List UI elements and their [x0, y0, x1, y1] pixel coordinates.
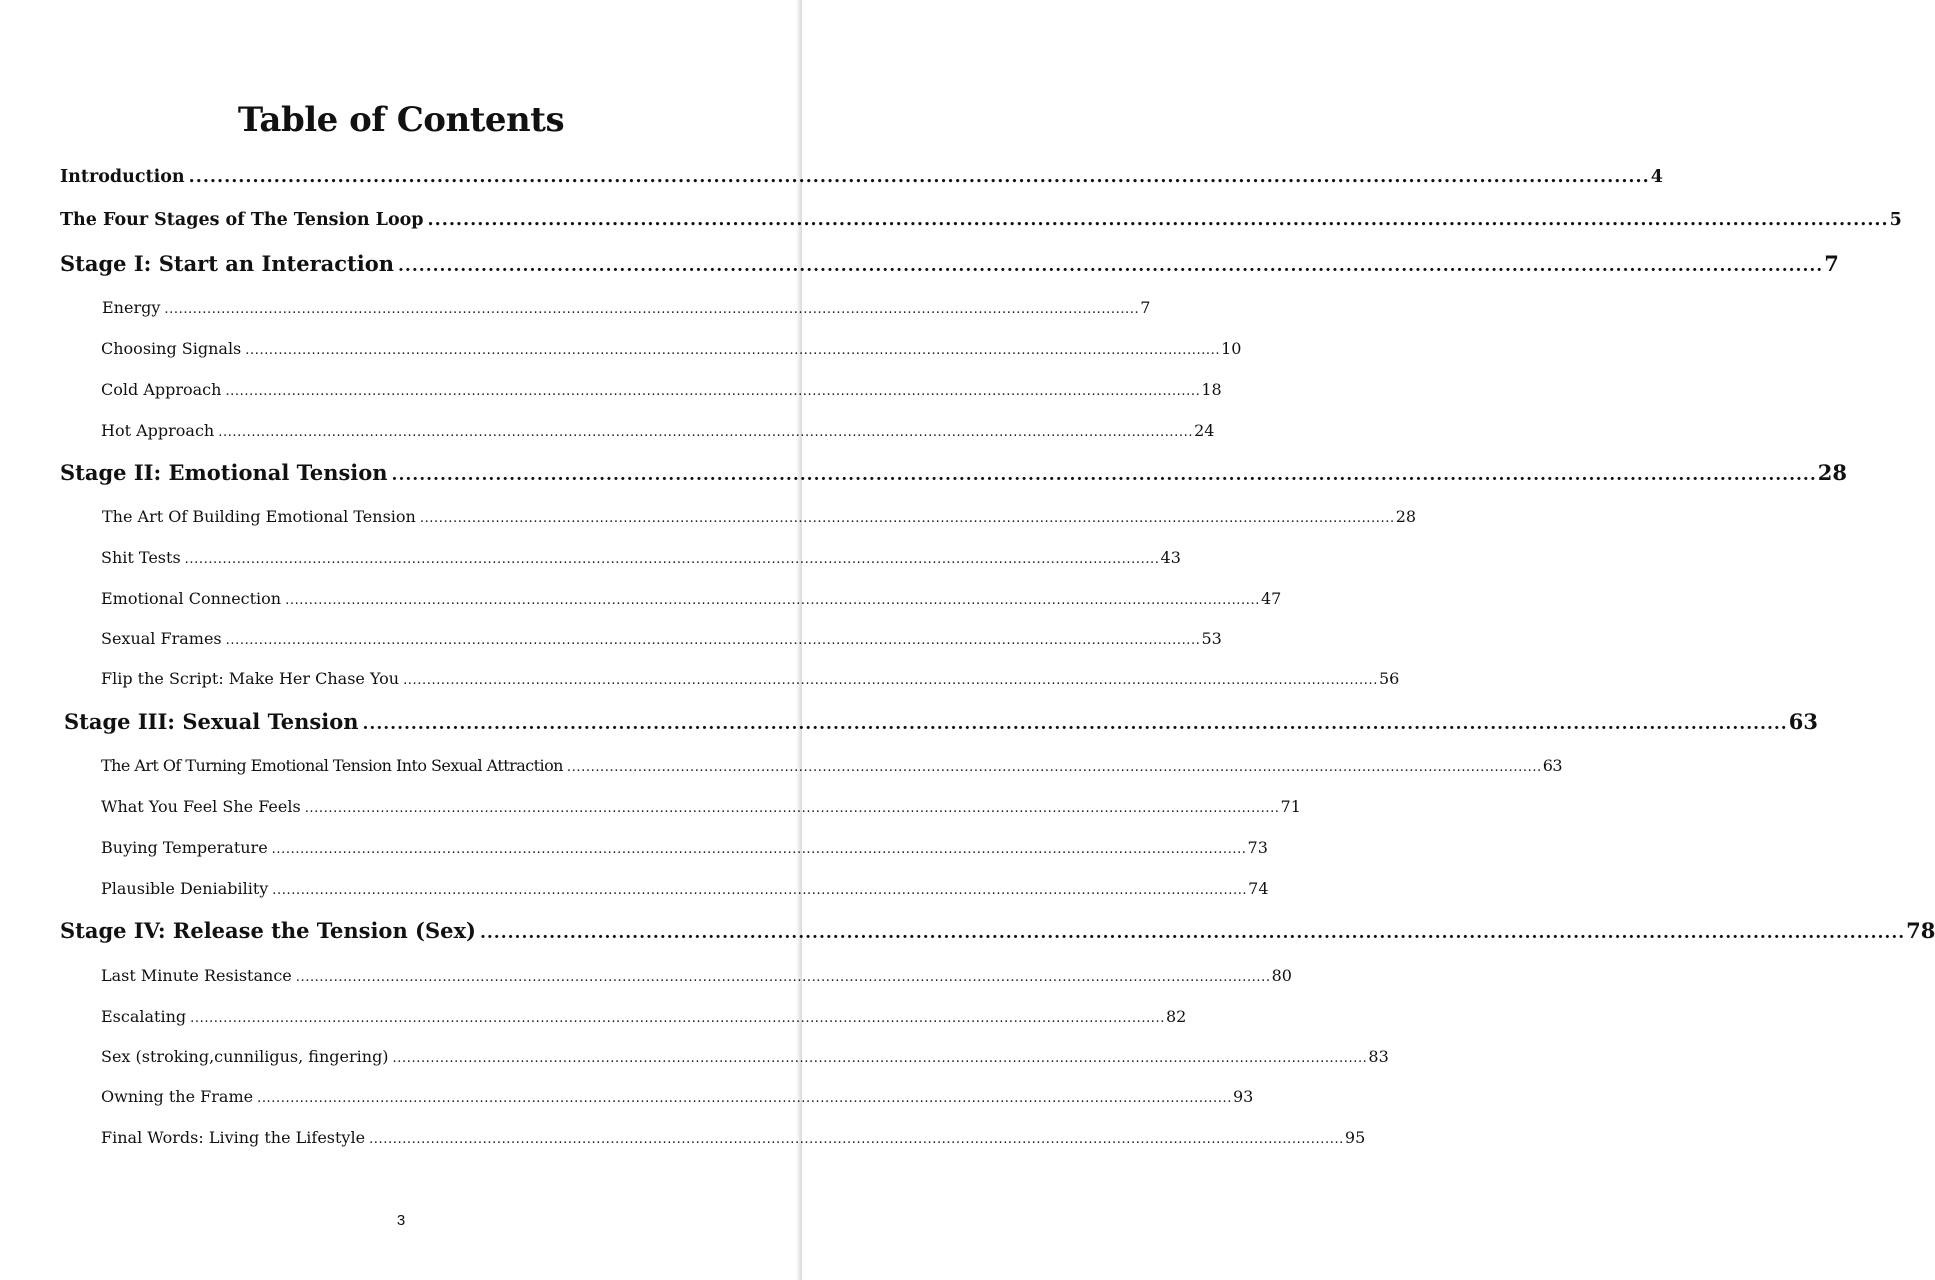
toc-entry-page: 24: [1194, 421, 1215, 440]
toc-entry-label: Owning the Frame: [101, 1087, 254, 1106]
toc-entry-page: 74: [1248, 879, 1269, 898]
toc-entry-hot-approach[interactable]: [101, 421, 1215, 440]
toc-entry-stage-2[interactable]: [60, 460, 1847, 485]
toc-entry-sexual-frames[interactable]: [101, 629, 1222, 648]
toc-entry-cold-approach[interactable]: [101, 380, 1222, 399]
toc-entry-label: Choosing Signals: [101, 339, 242, 358]
toc-entry-page: 10: [1221, 339, 1242, 358]
toc-entry-page: 71: [1280, 797, 1301, 816]
dot-leader: ..............................................................................................................................................................................................................: [225, 384, 1201, 399]
toc-entry-stage-4[interactable]: [60, 918, 1935, 943]
dot-leader: ..............................................................................................................................................................................................................: [398, 256, 1824, 276]
toc-entry-page: 43: [1160, 548, 1181, 567]
dot-leader: ..............................................................................................................................................................................................................: [369, 1132, 1344, 1147]
toc-entry-page: 95: [1344, 1128, 1366, 1147]
toc-entry-label: Stage IV: Release the Tension (Sex): [60, 918, 476, 943]
dot-leader: ..............................................................................................................................................................................................................: [245, 343, 1221, 358]
toc-entry-label: The Art Of Turning Emotional Tension Into Sexual Attraction: [101, 756, 563, 775]
toc-entry-page: 18: [1201, 380, 1222, 399]
toc-entry-page: 80: [1271, 966, 1292, 985]
dot-leader: ..............................................................................................................................................................................................................: [271, 842, 1247, 857]
toc-entry-label: Sex (stroking,cunniligus, fingering): [101, 1047, 389, 1066]
toc-entry-energy[interactable]: [102, 298, 1151, 317]
dot-leader: ..............................................................................................................................................................................................................: [295, 970, 1271, 985]
toc-entry-page: 83: [1368, 1047, 1389, 1066]
toc-entry-page: 53: [1201, 629, 1222, 648]
dot-leader: ..............................................................................................................................................................................................................: [304, 801, 1280, 816]
toc-entry-label: The Four Stages of The Tension Loop: [60, 210, 424, 230]
toc-entry-label: Buying Temperature: [101, 838, 268, 857]
toc-entry-label: Last Minute Resistance: [101, 966, 292, 985]
dot-leader: ..............................................................................................................................................................................................................: [403, 673, 1378, 688]
toc-entry-page: 63: [1542, 756, 1563, 775]
toc-entry-buying-temperature[interactable]: [101, 838, 1268, 857]
toc-entry-emotional-connection[interactable]: [101, 589, 1282, 608]
toc-entry-final-words[interactable]: [101, 1128, 1366, 1147]
toc-entry-label: Stage I: Start an Interaction: [60, 251, 395, 276]
dot-leader: ..............................................................................................................................................................................................................: [164, 302, 1140, 317]
dot-leader: ..............................................................................................................................................................................................................: [566, 760, 1542, 775]
toc-entry-building-emotional-tension[interactable]: [102, 507, 1417, 526]
toc-entry-page: 47: [1260, 589, 1282, 608]
toc-entry-label: Hot Approach: [101, 421, 215, 440]
dot-leader: ..............................................................................................................................................................................................................: [392, 1051, 1368, 1066]
toc-entry-page: 7: [1824, 251, 1839, 276]
toc-entry-label: Introduction: [60, 167, 185, 187]
dot-leader: ..............................................................................................................................................................................................................: [391, 465, 1817, 485]
toc-entry-page: 56: [1378, 669, 1400, 688]
toc-entry-label: Sexual Frames: [101, 629, 222, 648]
toc-entry-page: 28: [1395, 507, 1417, 526]
toc-entry-flip-the-script[interactable]: [101, 669, 1400, 688]
toc-entry-label: Stage II: Emotional Tension: [60, 460, 388, 485]
dot-leader: ..............................................................................................................................................................................................................: [218, 425, 1194, 440]
toc-entry-label: Shit Tests: [101, 548, 181, 567]
dot-leader: ..............................................................................................................................................................................................................: [479, 923, 1906, 943]
toc-entry-introduction[interactable]: [60, 167, 1663, 187]
toc-entry-label: Final Words: Living the Lifestyle: [101, 1128, 366, 1147]
page-number: 3: [396, 1212, 406, 1229]
toc-entry-page: 78: [1906, 918, 1935, 943]
toc-entry-page: 73: [1247, 838, 1268, 857]
dot-leader: ..............................................................................................................................................................................................................: [272, 883, 1248, 898]
dot-leader: ..............................................................................................................................................................................................................: [188, 167, 1650, 187]
toc-entry-four-stages[interactable]: [60, 210, 1902, 230]
toc-entry-what-you-feel[interactable]: [101, 797, 1301, 816]
page-title: Table of Contents: [237, 100, 565, 140]
toc-entry-page: 93: [1232, 1087, 1254, 1106]
toc-entry-label: Emotional Connection: [101, 589, 282, 608]
dot-leader: ..............................................................................................................................................................................................................: [257, 1091, 1232, 1106]
toc-entry-choosing-signals[interactable]: [101, 339, 1242, 358]
toc-entry-owning-the-frame[interactable]: [101, 1087, 1254, 1106]
toc-entry-escalating[interactable]: [101, 1007, 1187, 1026]
toc-entry-label: Flip the Script: Make Her Chase You: [101, 669, 400, 688]
toc-entry-turning-tension-into-attraction[interactable]: [101, 756, 1563, 775]
dot-leader: ..............................................................................................................................................................................................................: [419, 511, 1395, 526]
toc-entry-last-minute-resistance[interactable]: [101, 966, 1292, 985]
toc-entry-label: Plausible Deniability: [101, 879, 269, 898]
toc-entry-page: 82: [1166, 1007, 1187, 1026]
toc-entry-page: 4: [1650, 167, 1663, 187]
toc-entry-label: What You Feel She Feels: [101, 797, 301, 816]
toc-entry-stage-1[interactable]: [60, 251, 1839, 276]
toc-entry-stage-3[interactable]: [64, 709, 1818, 734]
dot-leader: ..............................................................................................................................................................................................................: [184, 552, 1160, 567]
toc-entry-plausible-deniability[interactable]: [101, 879, 1269, 898]
dot-leader: ..............................................................................................................................................................................................................: [285, 593, 1260, 608]
toc-entry-page: 28: [1817, 460, 1847, 485]
toc-entry-label: Energy: [102, 298, 161, 317]
toc-entry-page: 63: [1788, 709, 1818, 734]
toc-entry-label: Escalating: [101, 1007, 187, 1026]
toc-entry-shit-tests[interactable]: [101, 548, 1181, 567]
toc-entry-label: Cold Approach: [101, 380, 222, 399]
toc-entry-page: 7: [1140, 298, 1151, 317]
dot-leader: ..............................................................................................................................................................................................................: [190, 1011, 1165, 1026]
toc-entry-sex[interactable]: [101, 1047, 1389, 1066]
toc-entry-page: 5: [1889, 210, 1902, 230]
toc-entry-label: The Art Of Building Emotional Tension: [102, 507, 416, 526]
dot-leader: ..............................................................................................................................................................................................................: [427, 210, 1889, 230]
dot-leader: ..............................................................................................................................................................................................................: [362, 714, 1788, 734]
toc-entry-label: Stage III: Sexual Tension: [64, 709, 359, 734]
dot-leader: ..............................................................................................................................................................................................................: [225, 633, 1201, 648]
